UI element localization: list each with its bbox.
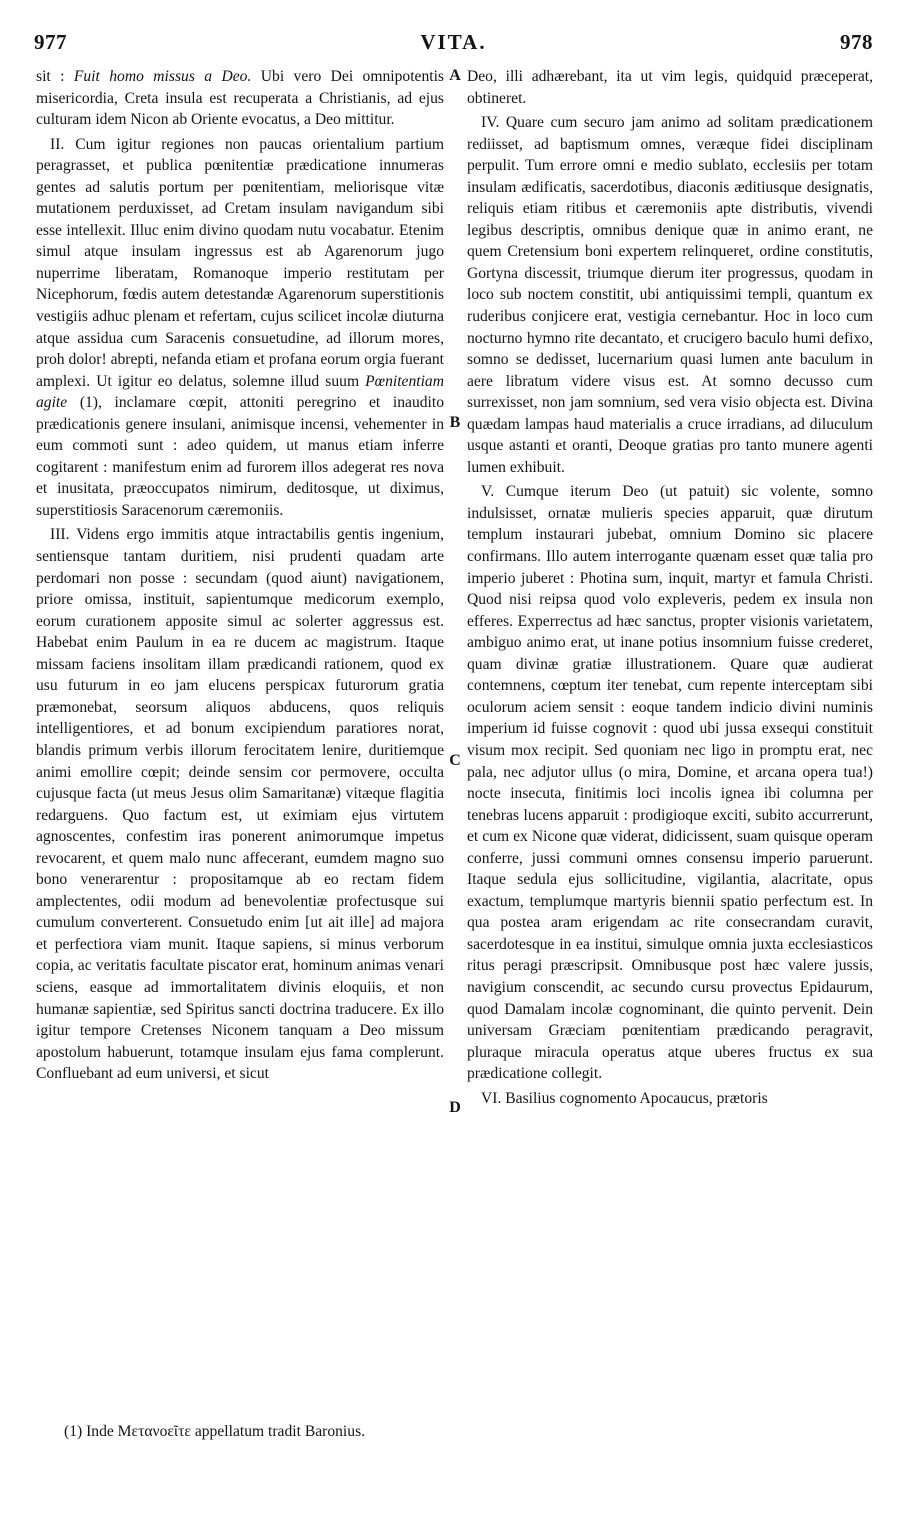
paragraph-section-6: VI. Basilius cognomento Apocaucus, prætoris bbox=[481, 1089, 768, 1107]
margin-marker-a: A bbox=[449, 67, 461, 84]
running-title: VITA. bbox=[420, 30, 487, 54]
paragraph: Deo, illi adhærebant, ita ut vim legis, quidquid præceperat, obtineret. bbox=[467, 68, 873, 107]
page-number-right: 978 bbox=[840, 30, 873, 54]
page-number-left: 977 bbox=[34, 30, 67, 54]
paragraph-text: (1), inclamare cœpit, attoniti peregrino et inaudito prædicationis genere insulani, animisque incensi, vehementer in eum commoti sunt : adeo quidem, ut manus etiam inferre cogitarent : manifestum enim ad furorem illos adegerat res nova et inusitata, præoccupatos nimirum, deditosque, ut diximus, superstitiosis Saracenorum cæremoniis. bbox=[36, 394, 444, 519]
margin-marker-d: D bbox=[449, 1099, 461, 1116]
right-column bbox=[467, 66, 873, 1109]
margin-marker-b: B bbox=[449, 414, 461, 431]
paragraph-section-4: IV. Quare cum securo jam animo ad solitam prædicationem rediisset, ad baptismum omnes, veræque fidei disciplinam perpulit. Tum errore omni e medio sublato, ecclesiis per totam insulam ædificatis, sacerdotibus, diaconis æditiusque designatis, reliquis etiam ritibus et cæremoniis apte distributis, vivendi legibus descriptis, omnibus denique quæ in animo erant, ne quem Cretensium boni expertem relinqueret, ordine constitutis, Gortyna discessit, triumque dierum iter progressus, quodam in loco sub noctem constitit, ubi antiquissimi templi, quantum ex ruderibus conjicere erat, vestigia cernebantur. Hoc in loco cum nocturno hymno rite decantato, et crucigero baculo humi defixo, somno se dedisset, lucernarium quasi lumen ante baculum in aere libratum videre visus est. At somno decusso cum surrexisset, non jam somnium, sed vera visio objecta est. Divina quædam lampas haud materialis a cruce irradians, ad diluculum usque astanti et oranti, Deoque gratias pro tanto munere agenti lumen exhibuit. bbox=[467, 114, 873, 476]
motto-quote: Pœnitentiam agite bbox=[36, 372, 444, 412]
biblical-quote: Fuit homo missus a Deo. bbox=[73, 68, 252, 85]
paragraph-text: sit : bbox=[36, 68, 74, 85]
paragraph bbox=[36, 66, 444, 131]
left-column bbox=[36, 66, 444, 1085]
paragraph-section-2 bbox=[36, 134, 444, 522]
paragraph-section-3: III. Videns ergo immitis atque intractabilis gentis ingenium, sentiensque tantam duritiem, nisi prudenti quadam arte perdomari non posse : secundam (quod aiunt) navigationem, priore omissa, instituit, sapientumque medicorum exemplo, eorum curationem apposite simul ac solerter aggressus est. Habebat enim Paulum in ea re ducem ac magistrum. Itaque missam faciens insolitam illam prædicandi rationem, quod ex usu futurum in eo jam elucens perspicax futurorum gratia præmonebat, seorsum aliquos abducens, quos reliquis intelligentiores, et ad bonum excipiendum paratiores norat, blandis primum verbis illorum ferocitatem lenire, duritiemque animi emollire cœpit; deinde sensim cor permovere, occulta cujusque facta (ut meus Jesus olim Samaritanæ) vitæque flagitia redarguens. Quo factum est, ut eximiam ejus virtutem agnoscentes, confestim iras ponerent animorumque impetus revocarent, et quem malo nunc affecerant, eumdem magno suo bono venerarentur : propositamque ab eo rectam fidem amplectentes, odii modum ad benevolentiæ profectusque sui cumulum converterent. Consuetudo enim [ut ait ille] ad majora et perfectiora viam munit. Itaque sapiens, si minus verborum copia, ac veritatis facultate piscator erat, hominum animas venari sciens, easque ad immortalitatem divinis eloquiis, et non humanæ sapientiæ, sed Spiritus sancti doctrina traducere. Ex illo igitur tempore Cretenses Niconem tanquam a Deo missum apostolum habuerunt, totamque insulam ejus fama complerunt. Confluebant ad eum universi, et sicut bbox=[36, 526, 444, 1083]
running-header bbox=[34, 30, 873, 58]
footnote: (1) Inde Μετανοεῖτε appellatum tradit Baronius. bbox=[64, 1423, 366, 1440]
paragraph-section-5: V. Cumque iterum Deo (ut patuit) sic volente, somno indulsisset, ornatæ mulieris species apparuit, quæ dirutum templum instaurari jubebat, omnium Domino sic placere confirmans. Illo autem interrogante quænam esset quæ talia pro imperio juberet : Photina sum, inquit, martyr et famula Christi. Quod nisi reipsa quod volo expleveris, pedem ex insula non efferes. Experrectus ad hæc sanctus, propter visionis varietatem, ambiguo animo erat, ut inane potius insomnium fuisse crederet, quam divinæ gratiæ illustrationem. Quare quæ audierat contemnens, cœptum iter tenebat, cum repente interceptam sibi oculorum aciem sensit : eoque tandem indicio divini numinis imperium id fuisse cognovit : quod ubi jussa exsequi constituit visum mox recipit. Sed quoniam nec ligo in promptu erat, nec pala, nec adjutor ullus (o mira, Domine, et arcana opera tua!) nocte insecuta, finitimis loci incolis ignea ibi columna per tenebras lucens apparuit : prodigioque exciti, subito accurrerunt, et cum ex Nicone quæ viderat, didicissent, suam quisque operam conferre, jussi communi omnes consensu imperio paruerunt. Itaque sedula ejus sollicitudine, vigilantia, alacritate, opus exactum, templumque martyris biennii spatio perfectum est. In qua postea aram erigendam ac rite consecrandam curavit, sacerdotesque in ea institui, simulque omnia juxta ecclesiasticos ritus peragi præscripsit. Omnibusque post hæc valere jussis, navigium conscendit, ac secundo cursu provectus Epidaurum, quod Damalam incolæ cognominant, die quinto pervenit. Dein universam Græciam pœnitentiam prædicando peragravit, pluraque miracula operatus atque uberes fructus ex sua prædicatione collegit. bbox=[467, 483, 873, 1083]
paragraph-text: II. Cum igitur regiones non paucas orientalium partium peragrasset, et publica pœnitentiæ prædicatione innumeras gentes ad salutis portum per pœnitentiam, meliorisque vitæ mutationem perduxisset, ad Cretam insulam navigandum sibi esse intellexit. Illuc enim divino quodam nutu vocabatur. Etenim simul atque insulam ingressus est ab Agarenorum jugo nuperrime liberatam, Romanoque imperio restitutam per Nicephorum, fœdis autem detestandæ Agarenorum superstitionis vestigiis adhuc plenam et refertam, cujus scilicet incolæ diuturna atque assidua cum Saracenis consuetudine, ad illorum mores, proh dolor! abrepti, nefanda etiam et profana eorum orgia fuerant amplexi. Ut igitur eo delatus, solemne illud suum bbox=[36, 135, 444, 390]
paragraph-text: Ubi vero Dei omnipotentis misericordia, Creta insula est recuperata a Christianis, ad ejus culturam idem Nicon ab Oriente evocatus, a Deo mittitur. bbox=[36, 68, 444, 129]
margin-marker-c: C bbox=[449, 752, 461, 769]
